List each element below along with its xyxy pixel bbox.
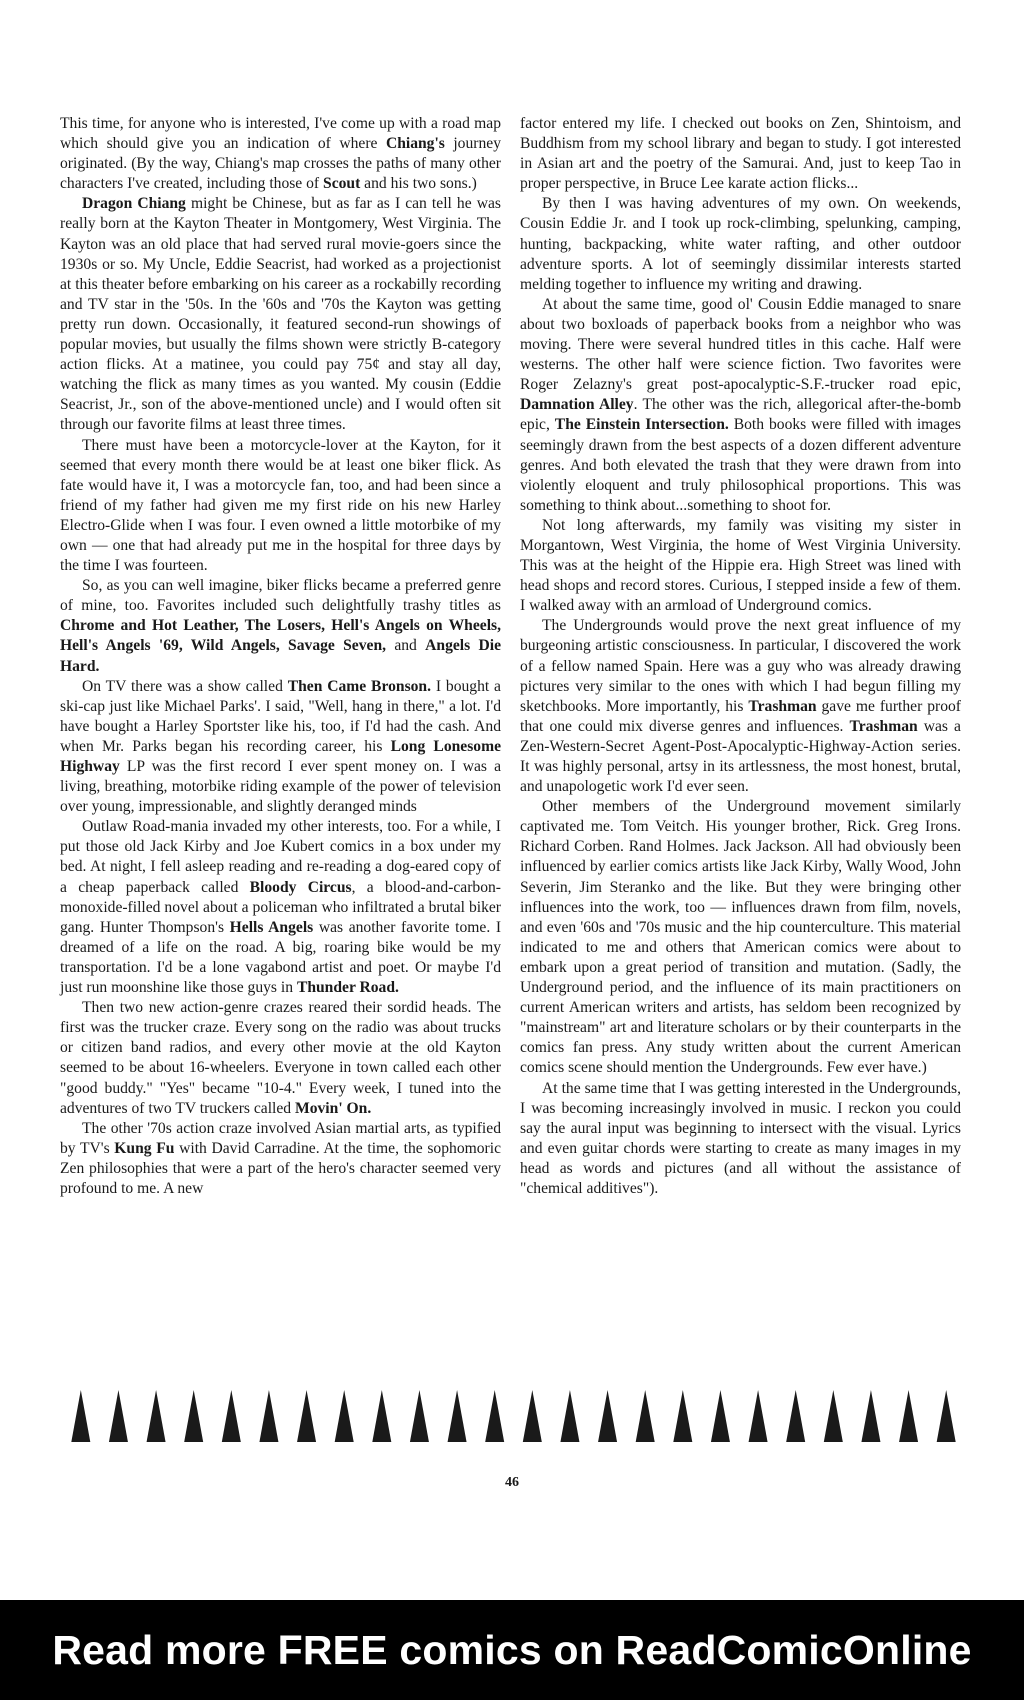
paragraph-text: On TV there was a show called (82, 677, 288, 695)
bold-title: The Einstein Intersection. (554, 416, 729, 434)
right-text-column (520, 114, 961, 1199)
paragraph-text: and his two sons.) (360, 175, 477, 193)
spike-mark (523, 1390, 542, 1442)
paragraph-text: with David Carradine. At the time, the sophomoric Zen philosophies that were a part of the hero's character seemed very profound to me. A new (60, 1139, 501, 1197)
paragraph-text: Not long afterwards, my family was visiting my sister in Morgantown, West Virginia, the home of West Virginia University. This was at the height of the Hippie era. High Street was lined with head shops and record stores. Curious, I stepped inside a few of them. I walked away with an armload of Underground comics. (520, 516, 961, 615)
paragraph-text: LP was the first record I ever spent money on. I was a living, breathing, motorbike riding example of the power of television over young, impressionable, and slightly deranged minds (60, 758, 501, 816)
paragraph (520, 797, 961, 1078)
bold-title: Thunder Road. (296, 979, 399, 997)
bold-title: Then Came Bronson. (287, 677, 431, 695)
spike-mark (636, 1390, 655, 1442)
spike-mark (147, 1390, 166, 1442)
spike-mark (335, 1390, 354, 1442)
bold-title: Damnation Alley (520, 396, 634, 414)
spike-mark (259, 1390, 278, 1442)
paragraph-text: Other members of the Underground movement similarly captivated me. Tom Veitch. His younger brother, Rick. Greg Irons. Richard Corben. Rand Holmes. Jack Jackson. All had obviously been influenced by earlier comics artists like Jack Kirby, Wally Wood, John Severin, Jim Steranko and the like. But they were bringing other influences into the work, too — influences drawn from film, novels, and even '60s and '70s music and the hip counterculture. This material indicated to me and others that American comics were about to embark upon a great period of transition and mutation. (Sadly, the Underground period, and the influence of its main practitioners on current American writers and artists, has seldom been recognized by "mainstream" art and literature scholars or by their counterparts in the comics fan press. Any study written about the current American comics scene should mention the Undergrounds. Few ever have.) (520, 798, 961, 1077)
paragraph-text: The other '70s action craze involved Asian martial arts, as typified by TV's (60, 1119, 501, 1157)
spike-mark (560, 1390, 579, 1442)
paragraph (520, 516, 961, 616)
paragraph-text: was another favorite tome. I dreamed of a life on the road. A big, roaring bike would be my transportation. I'd be a lone vagabond artist and poet. Or maybe I'd just run moonshine like those guys in (60, 918, 502, 997)
page-number: 46 (505, 1475, 519, 1490)
paragraph-text: By then I was having adventures of my own. On weekends, Cousin Eddie Jr. and I took up rock-climbing, spelunking, camping, hunting, backpacking, white water rafting, and other outdoor adventure sports. A lot of seemingly dissimilar interests started melding together to influence my writing and drawing. (520, 195, 961, 293)
paragraph-text: Both books were filled with images seemingly drawn from the best aspects of a dozen different adventure genres. And both elevated the trash that they were drawn from into violently eloquent and truly philosophical proportions. This was something to think about...something to shoot for. (520, 416, 961, 514)
spike-mark (184, 1390, 203, 1442)
paragraph-text: Then two new action-genre crazes reared their sordid heads. The first was the trucker craze. Every song on the radio was about trucks or citizen band radios, and every other movie at the old Kayton seemed to be about 16-wheelers. Everyone in town called each other "good buddy." "Yes" became "10-4." Every week, I tuned into the adventures of two TV truckers called (60, 999, 501, 1117)
bold-title: Trashman (849, 717, 918, 735)
paragraph-text: This time, for anyone who is interested, I've come up with a road map which should give you an indication of where (60, 115, 501, 153)
paragraph (520, 194, 961, 294)
paragraph-text: , a blood-and-carbon-monoxide-filled novel about a policeman who infiltrated a brutal biker gang. Hunter Thompson's (60, 878, 502, 936)
spike-mark (786, 1390, 805, 1442)
spike-mark (673, 1390, 692, 1442)
paragraph-text: was a Zen-Western-Secret Agent-Post-Apocalyptic-Highway-Action series. It was highly personal, artsy in its artlessness, the most honest, brutal, and unapologetic work I'd ever seen. (520, 717, 961, 796)
paragraph-text: factor entered my life. I checked out books on Zen, Shintoism, and Buddhism from my school library and began to study. I got interested in Asian art and the poetry of the Samurai. And, just to keep Tao in proper perspective, in Bruce Lee karate action flicks... (520, 115, 961, 193)
bold-title: Long Lonesome Highway (60, 737, 501, 775)
paragraph-text: and (386, 637, 426, 655)
bold-title: Hells Angels (229, 918, 314, 936)
paragraph-text: At the same time that I was getting interested in the Undergrounds, I was becoming increasingly involved in music. I reckon you could say the aural input was beginning to intersect with the visual. Lyrics and even guitar chords were starting to create as many images in my head as words and pictures (and all without the assistance of "chemical additives"). (520, 1079, 961, 1197)
paragraph (60, 436, 501, 577)
bold-title: Kung Fu (114, 1139, 175, 1157)
bold-title: Chrome and Hot Leather, The Losers, Hell's Angels on Wheels, Hell's Angels '69, Wild Angels, Savage Seven, (60, 617, 501, 655)
spike-mark (899, 1390, 918, 1442)
bold-title: Angels Die Hard. (60, 637, 502, 675)
spike-mark (372, 1390, 391, 1442)
spike-border-decoration (62, 1388, 965, 1444)
spike-mark (711, 1390, 730, 1442)
paragraph-text: So, as you can well imagine, biker flicks became a preferred genre of mine, too. Favorites included such delightfully trashy titles as (60, 577, 501, 615)
spike-mark (485, 1390, 504, 1442)
paragraph (60, 677, 501, 818)
paragraph (60, 194, 501, 435)
paragraph (60, 817, 501, 998)
bold-title: Chiang's (385, 135, 445, 153)
spike-mark (448, 1390, 467, 1442)
paragraph (520, 114, 961, 194)
spike-mark (824, 1390, 843, 1442)
spike-mark (410, 1390, 429, 1442)
paragraph-text: gave me further proof that one could mix diverse genres and influences. (520, 697, 961, 735)
bold-title: Trashman (748, 697, 817, 715)
paragraph-text: journey originated. (By the way, Chiang's map crosses the paths of many other characters I've created, including those of (60, 135, 501, 193)
left-text-column (60, 114, 501, 1199)
paragraph (60, 576, 501, 676)
paragraph-text: might be Chinese, but as far as I can tell he was really born at the Kayton Theater in Montgomery, West Virginia. The Kayton was an old place that had served rural movie-goers since the 1930s or so. My Uncle, Eddie Seacrist, had worked as a projectionist at this theater before embarking on his career as a rockabilly recording and TV star in the '50s. In the '60s and '70s the Kayton was getting pretty run down. Occasionally, it featured second-run showings of popular movies, but usually the films shown were strictly B-category action flicks. At a matinee, you could pay 75¢ and stay all day, watching the flick as many times as you wanted. My cousin (Eddie Seacrist, Jr., son of the above-mentioned uncle) and I would often sit through our favorite films at least three times. (60, 195, 501, 434)
spike-mark (598, 1390, 617, 1442)
bold-title: Scout (323, 175, 361, 193)
promo-banner[interactable] (0, 1600, 1024, 1700)
spike-mark (109, 1390, 128, 1442)
spike-mark (937, 1390, 956, 1442)
paragraph-text: Outlaw Road-mania invaded my other interests, too. For a while, I put those old Jack Kirby and Joe Kubert comics in a box under my bed. At night, I fell asleep reading and re-reading a dog-eared copy of a cheap paperback called (60, 818, 501, 896)
promo-banner-text[interactable]: Read more FREE comics on ReadComicOnline (52, 1627, 972, 1673)
paragraph (60, 114, 501, 194)
spike-mark (749, 1390, 768, 1442)
paragraph-text: . The other was the rich, allegorical after-the-bomb epic, (520, 396, 961, 434)
spike-mark (71, 1390, 90, 1442)
paragraph-text: There must have been a motorcycle-lover at the Kayton, for it seemed that every month there would be at least one biker flick. As fate would have it, I was a motorcycle fan, too, and had been since a friend of my father had given me my first ride on his new Harley Electro-Glide when I was four. I even owned a little motorbike of my own — one that had already put me in the hospital for three days by the time I was fourteen. (60, 436, 501, 575)
paragraph (520, 295, 961, 516)
paragraph-text: The Undergrounds would prove the next great influence of my burgeoning artistic consciousness. In particular, I discovered the work of a fellow named Spain. Here was a guy who was already drawing pictures very similar to the ones with which I had begun filling my sketchbooks. More importantly, his (520, 617, 961, 715)
spike-mark (297, 1390, 316, 1442)
spike-mark (861, 1390, 880, 1442)
paragraph (60, 998, 501, 1119)
paragraph-text: I bought a ski-cap just like Michael Parks'. I said, "Well, hang in there," a lot. I'd have bought a Harley Sportster like his, too, if I'd had the cash. And when Mr. Parks began his recording career, his (60, 677, 501, 755)
bold-title: Movin' On. (295, 1099, 372, 1117)
paragraph-text: At about the same time, good ol' Cousin Eddie managed to snare about two boxloads of paperback books from a neighbor who was moving. There were several hundred titles in this cache. Half were westerns. The other half were science fiction. Two favorites were Roger Zelazny's great post-apocalyptic-S.F.-trucker road epic, (520, 295, 961, 394)
spike-mark (222, 1390, 241, 1442)
bold-title: Bloody Circus (249, 878, 352, 896)
paragraph (60, 1119, 501, 1199)
paragraph (520, 1079, 961, 1200)
paragraph (520, 616, 961, 797)
bold-title: Dragon Chiang (82, 195, 186, 213)
